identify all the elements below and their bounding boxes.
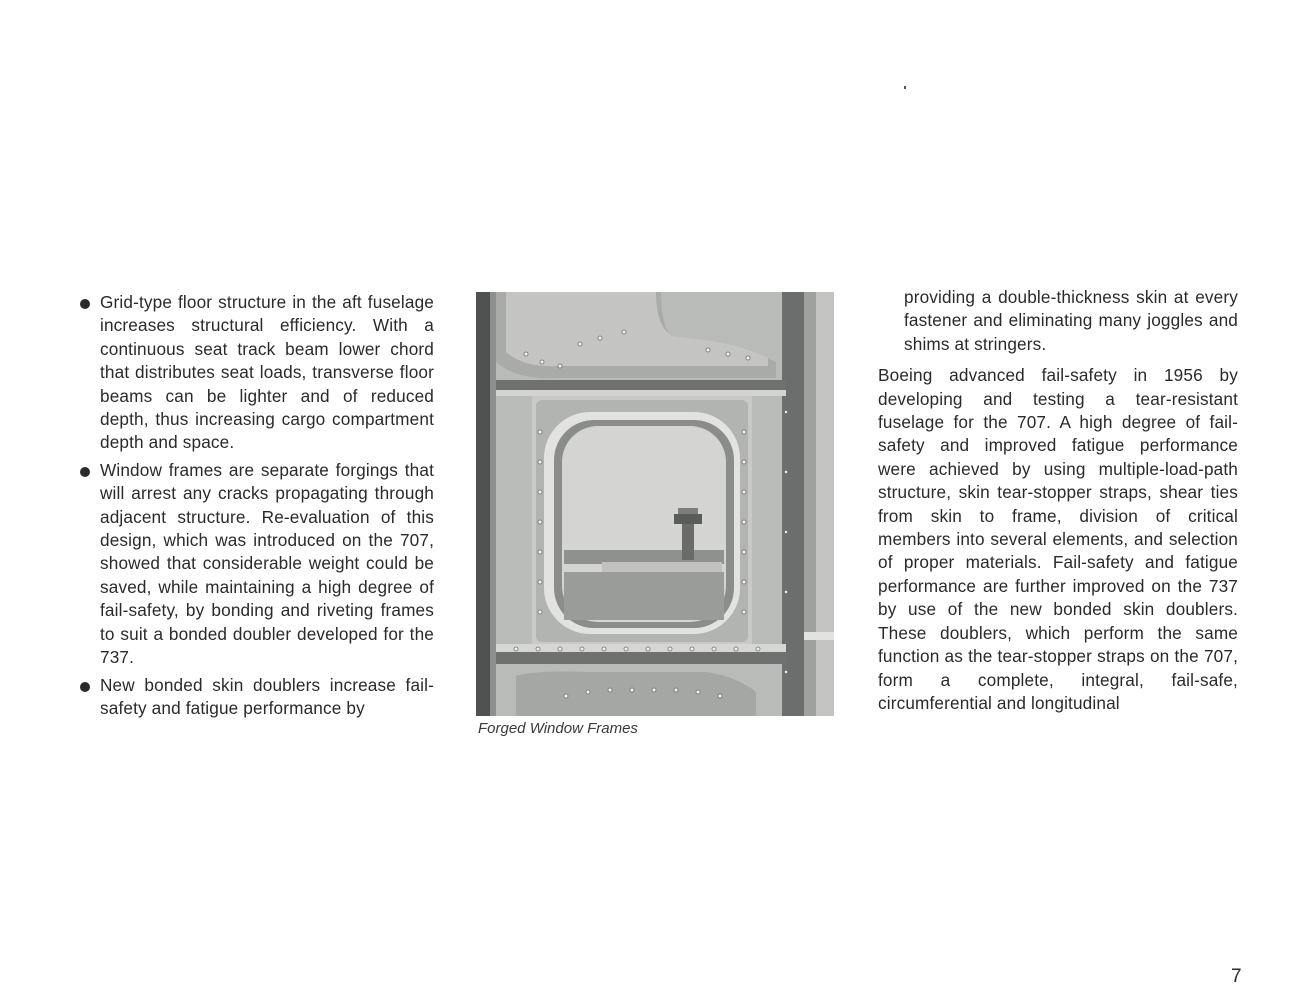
figure-caption: Forged Window Frames	[478, 720, 638, 737]
bullet-icon	[80, 467, 90, 477]
window-frame-figure	[476, 292, 834, 738]
window-frame-illustration	[476, 292, 834, 716]
bullet-item-floor-structure	[78, 291, 434, 455]
bullet-text: Window frames are separate forgings that will arrest any cracks propagating through adjacent structure. Re-evaluation of this design, which was introduced on the 707, showed that considerable weight could be saved, while maintaining a high degree of fail-safety, by bonding and riveting frames to suit a bonded doubler developed for the 737.	[100, 459, 434, 668]
bullet-icon	[80, 299, 90, 309]
paper-speck	[904, 86, 906, 89]
bullet-item-skin-doublers	[78, 674, 434, 721]
bullet-text: Grid-type floor structure in the aft fuselage increases structural efficiency. With a continuous seat track beam lower chord that distributes seat loads, transverse floor beams can be lighter and of reduced depth, thus increasing cargo compartment depth and space.	[100, 292, 434, 453]
left-text-column	[78, 291, 434, 724]
page-number: 7	[1231, 966, 1242, 987]
bullet-list	[78, 291, 434, 720]
fail-safety-paragraph: Boeing advanced fail-safety in 1956 by developing and testing a tear-resistant fuselage for the 707. A high degree of fail-safety and improved fatigue performance were achieved by using multiple-load-path structure, skin tear-stopper straps, shear ties from skin to frame, division of critical members into several elements, and selection of proper materials. Fail-safety and fatigue performance are further improved on the 737 by use of the new bonded skin doublers. These doublers, which perform the same function as the tear-stopper straps on the 707, form a complete, integral, fail-safe, circumferential and longitudinal	[878, 365, 1238, 713]
right-text-column	[878, 286, 1238, 715]
bullet-icon	[80, 682, 90, 692]
bullet-text: New bonded skin doublers increase fail-safety and fatigue performance by	[100, 674, 434, 718]
continued-bullet-text: providing a double-thickness skin at every fastener and eliminating many joggles and shims at stringers.	[904, 287, 1238, 354]
bullet-item-window-frames	[78, 459, 434, 670]
